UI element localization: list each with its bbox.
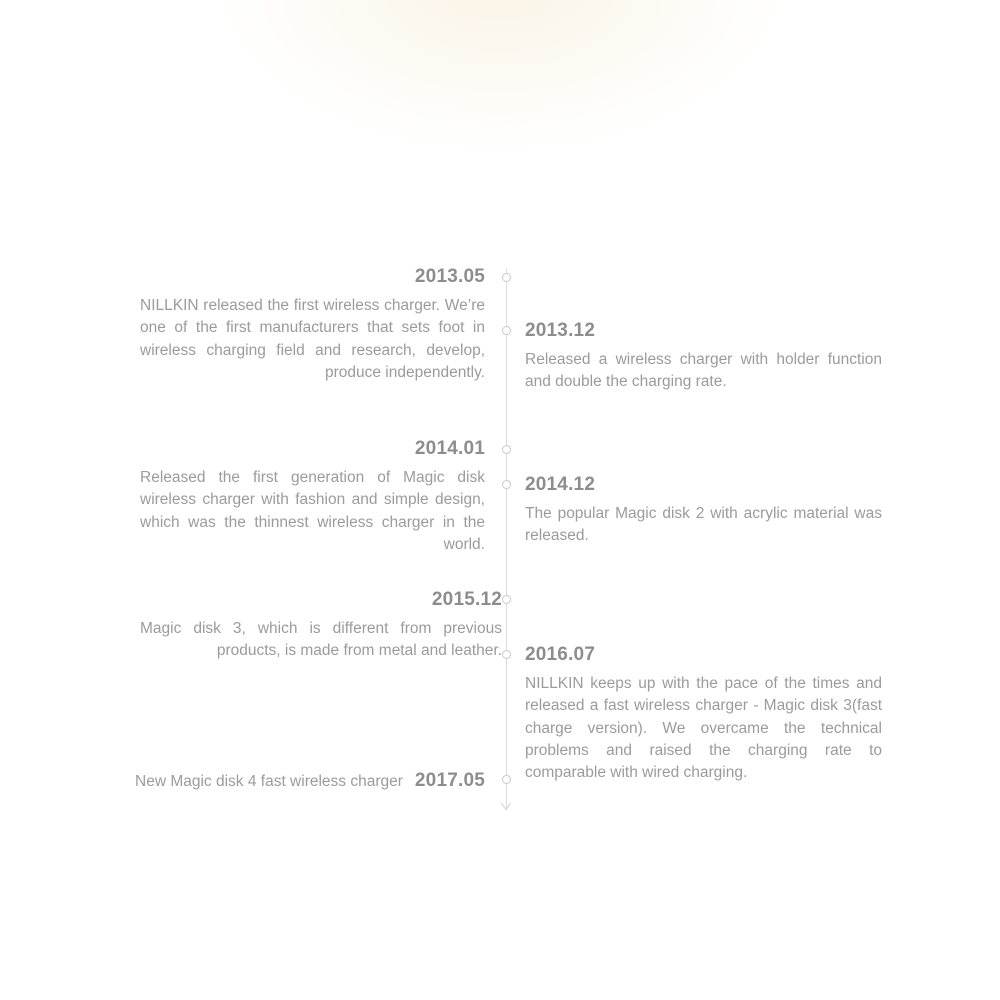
timeline-entry-2014-12[interactable] [525,473,882,548]
timeline-text-2017-05: New Magic disk 4 fast wireless charger [135,773,403,790]
timeline-axis [506,268,507,810]
timeline-entry-2015-12[interactable] [140,588,502,663]
timeline-text-2016-07: NILLKIN keeps up with the pace of the times and released a fast wireless charger - Magic disk 3(fast charge version). We overcame the technical problems and raised the charging rate to comparable with wired charging. [525,675,882,782]
timeline-text-2015-12: Magic disk 3, which is different from previous products, is made from metal and leather. [140,620,502,660]
timeline-year-2017-05: 2017.05 [414,770,485,791]
timeline-text-2014-01: Released the first generation of Magic disk wireless charger with fashion and simple design, which was the thinnest wireless charger in the world. [140,469,485,553]
timeline-marker-2014-12[interactable] [502,480,511,489]
timeline-entry-2013-12[interactable] [525,319,882,394]
timeline-year-2015-12: 2015.12 [431,589,502,610]
timeline-marker-2013-12[interactable] [502,326,511,335]
timeline-marker-2013-05[interactable] [502,273,511,282]
timeline-entry-2016-07[interactable] [525,643,882,784]
timeline-year-2013-12: 2013.12 [525,320,596,341]
timeline-entry-2014-01[interactable] [140,437,485,556]
timeline-marker-2016-07[interactable] [502,650,511,659]
timeline-year-2014-12: 2014.12 [525,474,596,495]
timeline-entry-2017-05[interactable] [90,769,485,793]
timeline-entry-2013-05[interactable] [140,265,485,384]
timeline-marker-2014-01[interactable] [502,445,511,454]
timeline-year-2016-07: 2016.07 [525,644,596,665]
timeline-year-2014-01: 2014.01 [414,438,485,459]
timeline-marker-2015-12[interactable] [502,595,511,604]
timeline-year-2013-05: 2013.05 [414,266,485,287]
timeline-marker-2017-05[interactable] [502,775,511,784]
timeline-text-2013-05: NILLKIN released the first wireless charger. We’re one of the first manufacturers that sets foot in wireless charging field and research, develop, produce independently. [140,297,485,381]
timeline-text-2013-12: Released a wireless charger with holder function and double the charging rate. [525,351,882,391]
timeline-text-2014-12: The popular Magic disk 2 with acrylic material was released. [525,505,882,545]
